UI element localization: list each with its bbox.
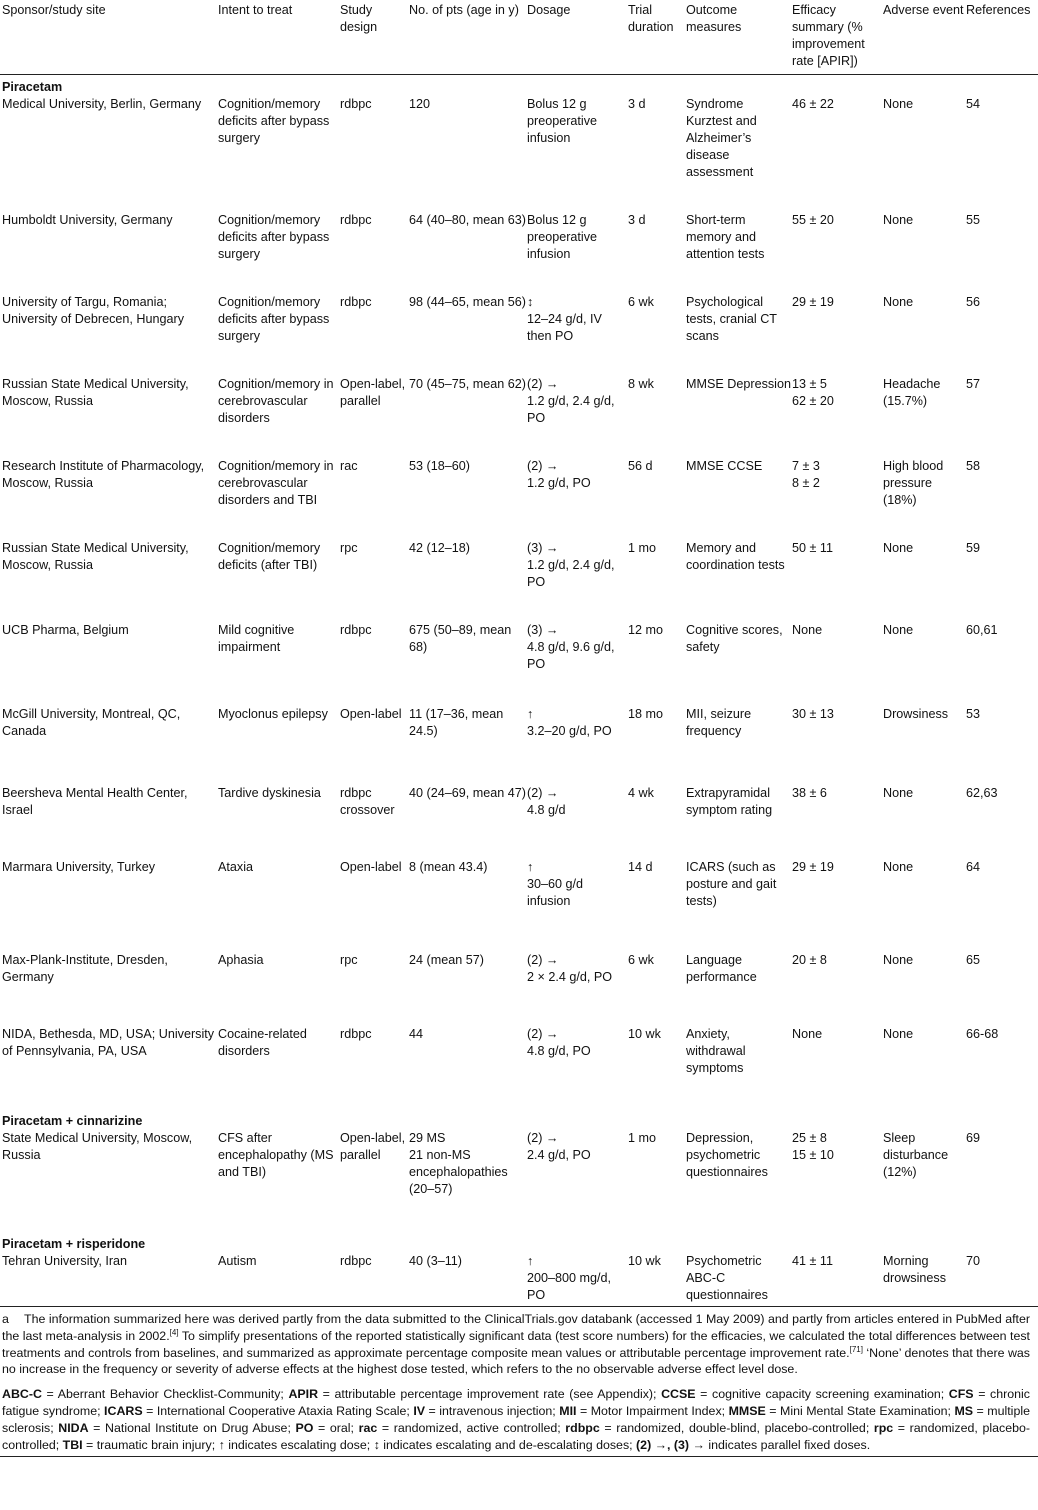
cell-intent: Cognition/memory in cerebrovascular disorders — [218, 377, 334, 425]
cell-design: rdbpc crossover — [340, 786, 395, 817]
cell-outcome: MMSE Depression — [686, 377, 791, 391]
group-row — [0, 1232, 1038, 1253]
abbreviation-definition: = attributable percentage improvement rate (see Appendix); — [318, 1387, 662, 1402]
cell-sponsor: Humboldt University, Germany — [2, 213, 173, 227]
footnote-text-2: To simplify presentations of the reported statistically significant data (test score numbers) for the efficacies, we calculated the total differences between test treatments and controls from baselines, and summarized as approximate percentage composite mean values or attributable percentage improvement rate. — [2, 1328, 1030, 1360]
abbreviation-term: CFS — [948, 1387, 974, 1402]
cell-efficacy: 30 ± 13 — [792, 707, 834, 721]
abbreviation-definition: = Aberrant Behavior Checklist-Community; — [41, 1387, 289, 1402]
abbreviation-definition: = randomized, active controlled; — [377, 1420, 566, 1435]
col-header-outcome: Outcome measures — [686, 3, 742, 34]
cell-sponsor: NIDA, Bethesda, MD, USA; University of Pennsylvania, PA, USA — [2, 1027, 215, 1058]
cell-intent: Cocaine-related disorders — [218, 1027, 307, 1058]
cell-patients: 11 (17–36, mean 24.5) — [409, 707, 504, 738]
table-row — [0, 458, 1038, 540]
abbreviation-term: TBI — [62, 1437, 83, 1452]
cell-references: 59 — [966, 541, 981, 555]
table-row — [0, 1026, 1038, 1109]
col-header-design: Study design — [340, 3, 378, 34]
cell-adverse: None — [883, 1027, 914, 1041]
cell-duration: 8 wk — [628, 377, 654, 391]
cell-adverse: Sleep disturbance (12%) — [883, 1131, 949, 1179]
cell-design: rdbpc — [340, 1254, 372, 1268]
footnote-ref-1: [4] — [169, 1327, 179, 1337]
cell-references: 70 — [966, 1254, 981, 1268]
dosage-text: 4.8 g/d, 9.6 g/d, PO — [527, 640, 615, 671]
cell-patients: 98 (44–65, mean 56) — [409, 295, 526, 309]
cell-outcome: Short-term memory and attention tests — [686, 213, 765, 261]
cell-dosage — [527, 859, 628, 952]
col-header-sponsor: Sponsor/study site — [2, 3, 106, 17]
cell-duration: 10 wk — [628, 1027, 661, 1041]
cell-intent: Cognition/memory deficits after bypass surgery — [218, 97, 330, 145]
cell-outcome: MMSE CCSE — [686, 459, 763, 473]
footnote-text-1: The information summarized here was derived partly from the data submitted to the ClinicalTrials.gov databank (accessed 1 May 2009) and partly from articles entered in PubMed after the last meta-analysis in 2002. — [2, 1312, 1030, 1343]
cell-adverse: Drowsiness — [883, 707, 949, 721]
cell-adverse: Morning drowsiness — [883, 1254, 946, 1285]
cell-design: rpc — [340, 541, 358, 555]
col-header-dosage: Dosage — [527, 3, 571, 17]
cell-adverse: None — [883, 97, 914, 111]
cell-patients: 120 — [409, 97, 431, 111]
dose-symbol: (2) → — [527, 786, 559, 800]
dose-symbol: (2) → — [527, 1131, 559, 1145]
cell-adverse: None — [883, 213, 914, 227]
abbreviation-term: NIDA — [58, 1420, 89, 1435]
cell-sponsor: Max-Plank-Institute, Dresden, Germany — [2, 953, 168, 984]
cell-dosage — [527, 96, 628, 212]
abbreviation-definition: indicates parallel fixed doses. — [704, 1437, 871, 1452]
table-row — [0, 622, 1038, 706]
cell-outcome: Psychometric ABC-C questionnaires — [686, 1254, 768, 1302]
cell-duration: 3 d — [628, 97, 646, 111]
abbreviation-definition: = multiple sclerosis; — [2, 1403, 1030, 1435]
dosage-text: 1.2 g/d, 2.4 g/d, PO — [527, 558, 615, 589]
cell-references: 66-68 — [966, 1027, 999, 1041]
cell-design: Open-label, parallel — [340, 377, 406, 408]
cell-intent: CFS after encephalopathy (MS and TBI) — [218, 1131, 334, 1179]
cell-references: 58 — [966, 459, 981, 473]
dosage-text: 3.2–20 g/d, PO — [527, 724, 612, 738]
cell-outcome: Anxiety, withdrawal symptoms — [686, 1027, 746, 1075]
cell-patients: 70 (45–75, mean 62) — [409, 377, 526, 391]
cell-sponsor: Tehran University, Iran — [2, 1254, 128, 1268]
cell-dosage — [527, 785, 628, 859]
cell-design: rdbpc — [340, 1027, 372, 1041]
cell-design: rpc — [340, 953, 358, 967]
col-header-intent: Intent to treat — [218, 3, 293, 17]
cell-references: 64 — [966, 860, 981, 874]
cell-references: 57 — [966, 377, 981, 391]
cell-dosage — [527, 212, 628, 294]
cell-intent: Myoclonus epilepsy — [218, 707, 328, 721]
cell-references: 69 — [966, 1131, 981, 1145]
cell-patients: 40 (24–69, mean 47) — [409, 786, 526, 800]
abbreviation-term: ↕ — [373, 1437, 380, 1452]
abbreviation-definition: = Motor Impairment Index; — [576, 1403, 729, 1418]
cell-dosage — [527, 1253, 628, 1306]
cell-outcome: Extrapyramidal symptom rating — [686, 786, 773, 817]
cell-sponsor: UCB Pharma, Belgium — [2, 623, 129, 637]
col-header-references: References — [966, 3, 1031, 17]
cell-dosage — [527, 952, 628, 1026]
abbreviation-definition: = randomized, double-blind, placebo-controlled; — [599, 1420, 874, 1435]
cell-intent: Cognition/memory deficits after bypass surgery — [218, 213, 330, 261]
cell-adverse: None — [883, 860, 914, 874]
abbreviation-definition: = randomized, placebo-controlled; — [2, 1420, 1030, 1452]
cell-adverse: High blood pressure (18%) — [883, 459, 944, 507]
cell-duration: 1 mo — [628, 1131, 656, 1145]
abbreviation-term: rpc — [873, 1420, 894, 1435]
group-title: Piracetam — [2, 80, 63, 94]
cell-references: 55 — [966, 213, 981, 227]
dose-symbol: (2) → — [527, 953, 559, 967]
cell-references: 65 — [966, 953, 981, 967]
footnote — [0, 1307, 1038, 1378]
cell-dosage — [527, 706, 628, 785]
cell-patients: 675 (50–89, mean 68) — [409, 623, 512, 654]
cell-efficacy: 50 ± 11 — [792, 541, 833, 555]
cell-intent: Ataxia — [218, 860, 254, 874]
abbreviation-definition: = International Cooperative Ataxia Rating Scale; — [142, 1403, 414, 1418]
cell-references: 62,63 — [966, 786, 998, 800]
dose-symbol: ↕ — [527, 295, 534, 309]
abbreviation-term: PO — [295, 1420, 314, 1435]
footnote-mark: a — [2, 1312, 9, 1326]
cell-efficacy: 13 ± 5 62 ± 20 — [792, 377, 834, 408]
cell-adverse: Headache (15.7%) — [883, 377, 941, 408]
cell-sponsor: Russian State Medical University, Moscow, Russia — [2, 541, 189, 572]
dosage-text: 2 × 2.4 g/d, PO — [527, 970, 613, 984]
cell-outcome: Psychological tests, cranial CT scans — [686, 295, 777, 343]
table-row — [0, 294, 1038, 376]
cell-patients: 8 (mean 43.4) — [409, 860, 488, 874]
cell-efficacy: 7 ± 3 8 ± 2 — [792, 459, 820, 490]
dosage-text: 30–60 g/d infusion — [527, 877, 584, 908]
cell-efficacy: 46 ± 22 — [792, 97, 834, 111]
cell-sponsor: Beersheva Mental Health Center, Israel — [2, 786, 188, 817]
cell-adverse: None — [883, 953, 914, 967]
cell-duration: 18 mo — [628, 707, 664, 721]
col-header-duration: Trial duration — [628, 3, 674, 34]
cell-patients: 53 (18–60) — [409, 459, 470, 473]
cell-design: rdbpc — [340, 295, 372, 309]
cell-design: rdbpc — [340, 623, 372, 637]
cell-intent: Mild cognitive impairment — [218, 623, 295, 654]
col-header-efficacy: Efficacy summary (% improvement rate [APIR]) — [792, 3, 865, 68]
dosage-text: 2.4 g/d, PO — [527, 1148, 591, 1162]
cell-design: Open-label, parallel — [340, 1131, 406, 1162]
cell-references: 54 — [966, 97, 981, 111]
cell-efficacy: 41 ± 11 — [792, 1254, 833, 1268]
cell-adverse: None — [883, 786, 914, 800]
dose-symbol: ↑ — [527, 707, 534, 721]
cell-patients: 24 (mean 57) — [409, 953, 484, 967]
footnote-text-3: ‘None’ denotes that there was no increase in the frequency or severity of adverse effects at the highest dose tested, which refers to the no observable adverse effect level dose. — [2, 1345, 1030, 1377]
cell-duration: 14 d — [628, 860, 653, 874]
cell-dosage — [527, 622, 628, 706]
cell-intent: Autism — [218, 1254, 257, 1268]
cell-efficacy: 29 ± 19 — [792, 295, 834, 309]
dosage-text: 1.2 g/d, PO — [527, 476, 591, 490]
abbreviation-term: rac — [358, 1420, 378, 1435]
dosage-text: 200–800 mg/d, PO — [527, 1271, 612, 1302]
dose-symbol: ↑ — [527, 860, 534, 874]
cell-efficacy: None — [792, 1027, 823, 1041]
abbreviation-term: rdbpc — [565, 1420, 600, 1435]
cell-adverse: None — [883, 295, 914, 309]
dosage-text: Bolus 12 g preoperative infusion — [527, 213, 598, 261]
cell-efficacy: None — [792, 623, 823, 637]
abbreviation-term: ↑ — [218, 1437, 225, 1452]
table-row — [0, 706, 1038, 785]
cell-design: Open-label — [340, 707, 402, 721]
dose-symbol: (2) → — [527, 1027, 559, 1041]
cell-outcome: Syndrome Kurztest and Alzheimer’s disease assessment — [686, 97, 757, 179]
cell-sponsor: State Medical University, Moscow, Russia — [2, 1131, 193, 1162]
table-row — [0, 952, 1038, 1026]
col-header-patients: No. of pts (age in y) — [409, 3, 519, 17]
cell-intent: Cognition/memory deficits after bypass surgery — [218, 295, 330, 343]
cell-sponsor: Marmara University, Turkey — [2, 860, 156, 874]
abbreviation-term: IV — [413, 1403, 426, 1418]
footnote-ref-2: [71] — [849, 1344, 863, 1354]
cell-dosage — [527, 1130, 628, 1232]
cell-outcome: ICARS (such as posture and gait tests) — [686, 860, 777, 908]
group-title: Piracetam + cinnarizine — [2, 1114, 143, 1128]
group-row — [0, 75, 1038, 97]
cell-patients: 64 (40–80, mean 63) — [409, 213, 526, 227]
cell-patients: 42 (12–18) — [409, 541, 470, 555]
table-body — [0, 75, 1038, 1307]
cell-efficacy: 55 ± 20 — [792, 213, 834, 227]
cell-dosage — [527, 458, 628, 540]
abbreviation-definition: indicates escalating and de-escalating doses; — [379, 1437, 637, 1452]
cell-adverse: None — [883, 541, 914, 555]
cell-outcome: Depression, psychometric questionnaires — [686, 1131, 768, 1179]
abbreviation-term: ABC-C — [2, 1387, 42, 1402]
table-row — [0, 376, 1038, 458]
dose-symbol: (3) → — [527, 541, 559, 555]
bottom-rule — [0, 1456, 1038, 1457]
dose-symbol: ↑ — [527, 1254, 534, 1268]
cell-sponsor: Medical University, Berlin, Germany — [2, 97, 202, 111]
cell-duration: 3 d — [628, 213, 646, 227]
table-row — [0, 1130, 1038, 1232]
cell-intent: Cognition/memory in cerebrovascular disorders and TBI — [218, 459, 334, 507]
cell-references: 56 — [966, 295, 981, 309]
cell-duration: 10 wk — [628, 1254, 661, 1268]
cell-outcome: Language performance — [686, 953, 757, 984]
cell-sponsor: University of Targu, Romania; University of Debrecen, Hungary — [2, 295, 184, 326]
abbreviation-definition: = oral; — [313, 1420, 359, 1435]
dose-symbol: (2) → — [527, 377, 559, 391]
abbreviation-term: CCSE — [661, 1387, 696, 1402]
cell-outcome: Cognitive scores, safety — [686, 623, 783, 654]
abbreviation-definition: = Mini Mental State Examination; — [765, 1403, 955, 1418]
cell-efficacy: 25 ± 8 15 ± 10 — [792, 1131, 834, 1162]
abbreviation-term: MMSE — [728, 1403, 766, 1418]
cell-dosage — [527, 1026, 628, 1109]
cell-intent: Tardive dyskinesia — [218, 786, 321, 800]
cell-dosage — [527, 376, 628, 458]
dosage-text: 1.2 g/d, 2.4 g/d, PO — [527, 394, 615, 425]
table-row — [0, 212, 1038, 294]
abbreviation-term: MII — [559, 1403, 577, 1418]
header-row — [0, 0, 1038, 75]
cell-efficacy: 29 ± 19 — [792, 860, 834, 874]
cell-dosage — [527, 540, 628, 622]
abbreviation-term: ICARS — [104, 1403, 143, 1418]
cell-patients: 29 MS 21 non-MS encephalopathies (20–57) — [409, 1131, 508, 1196]
cell-duration: 1 mo — [628, 541, 656, 555]
cell-duration: 56 d — [628, 459, 653, 473]
cell-references: 60,61 — [966, 623, 998, 637]
abbreviation-definition: = traumatic brain injury; — [82, 1437, 219, 1452]
cell-intent: Cognition/memory deficits (after TBI) — [218, 541, 321, 572]
group-title: Piracetam + risperidone — [2, 1237, 146, 1251]
cell-patients: 40 (3–11) — [409, 1254, 462, 1268]
cell-outcome: Memory and coordination tests — [686, 541, 785, 572]
cell-efficacy: 38 ± 6 — [792, 786, 827, 800]
cell-outcome: MII, seizure frequency — [686, 707, 752, 738]
abbreviation-definition: = chronic fatigue syndrome; — [2, 1387, 1030, 1418]
cell-duration: 12 mo — [628, 623, 664, 637]
dosage-text: 4.8 g/d — [527, 803, 566, 817]
cell-duration: 4 wk — [628, 786, 654, 800]
dose-symbol: (3) → — [527, 623, 559, 637]
group-row — [0, 1109, 1038, 1130]
cell-sponsor: Research Institute of Pharmacology, Moscow, Russia — [2, 459, 205, 490]
abbreviation-term: APIR — [288, 1387, 319, 1402]
cell-adverse: None — [883, 623, 914, 637]
cell-design: Open-label — [340, 860, 402, 874]
cell-patients: 44 — [409, 1027, 424, 1041]
col-header-adverse: Adverse event — [883, 3, 964, 17]
dose-symbol: (2) → — [527, 459, 559, 473]
table-row — [0, 96, 1038, 212]
table-row — [0, 785, 1038, 859]
table-row — [0, 540, 1038, 622]
cell-efficacy: 20 ± 8 — [792, 953, 827, 967]
table-row — [0, 859, 1038, 952]
dosage-text: 4.8 g/d, PO — [527, 1044, 591, 1058]
dosage-text: 12–24 g/d, IV then PO — [527, 312, 602, 343]
dosage-text: Bolus 12 g preoperative infusion — [527, 97, 598, 145]
abbreviations — [0, 1382, 1038, 1453]
abbreviation-definition: = National Institute on Drug Abuse; — [88, 1420, 296, 1435]
abbreviation-term: MS — [954, 1403, 974, 1418]
cell-duration: 6 wk — [628, 953, 654, 967]
abbreviation-term: (2) →, (3) → — [636, 1437, 705, 1452]
cell-intent: Aphasia — [218, 953, 264, 967]
cell-design: rdbpc — [340, 213, 372, 227]
table-row — [0, 1253, 1038, 1306]
cell-dosage — [527, 294, 628, 376]
abbreviation-definition: = cognitive capacity screening examination; — [695, 1387, 949, 1402]
cell-references: 53 — [966, 707, 981, 721]
cell-sponsor: McGill University, Montreal, QC, Canada — [2, 707, 181, 738]
cell-duration: 6 wk — [628, 295, 654, 309]
abbreviation-definition: indicates escalating dose; — [224, 1437, 374, 1452]
abbreviation-definition: = intravenous injection; — [425, 1403, 560, 1418]
cell-design: rdbpc — [340, 97, 372, 111]
cell-design: rac — [340, 459, 358, 473]
cell-sponsor: Russian State Medical University, Moscow, Russia — [2, 377, 189, 408]
